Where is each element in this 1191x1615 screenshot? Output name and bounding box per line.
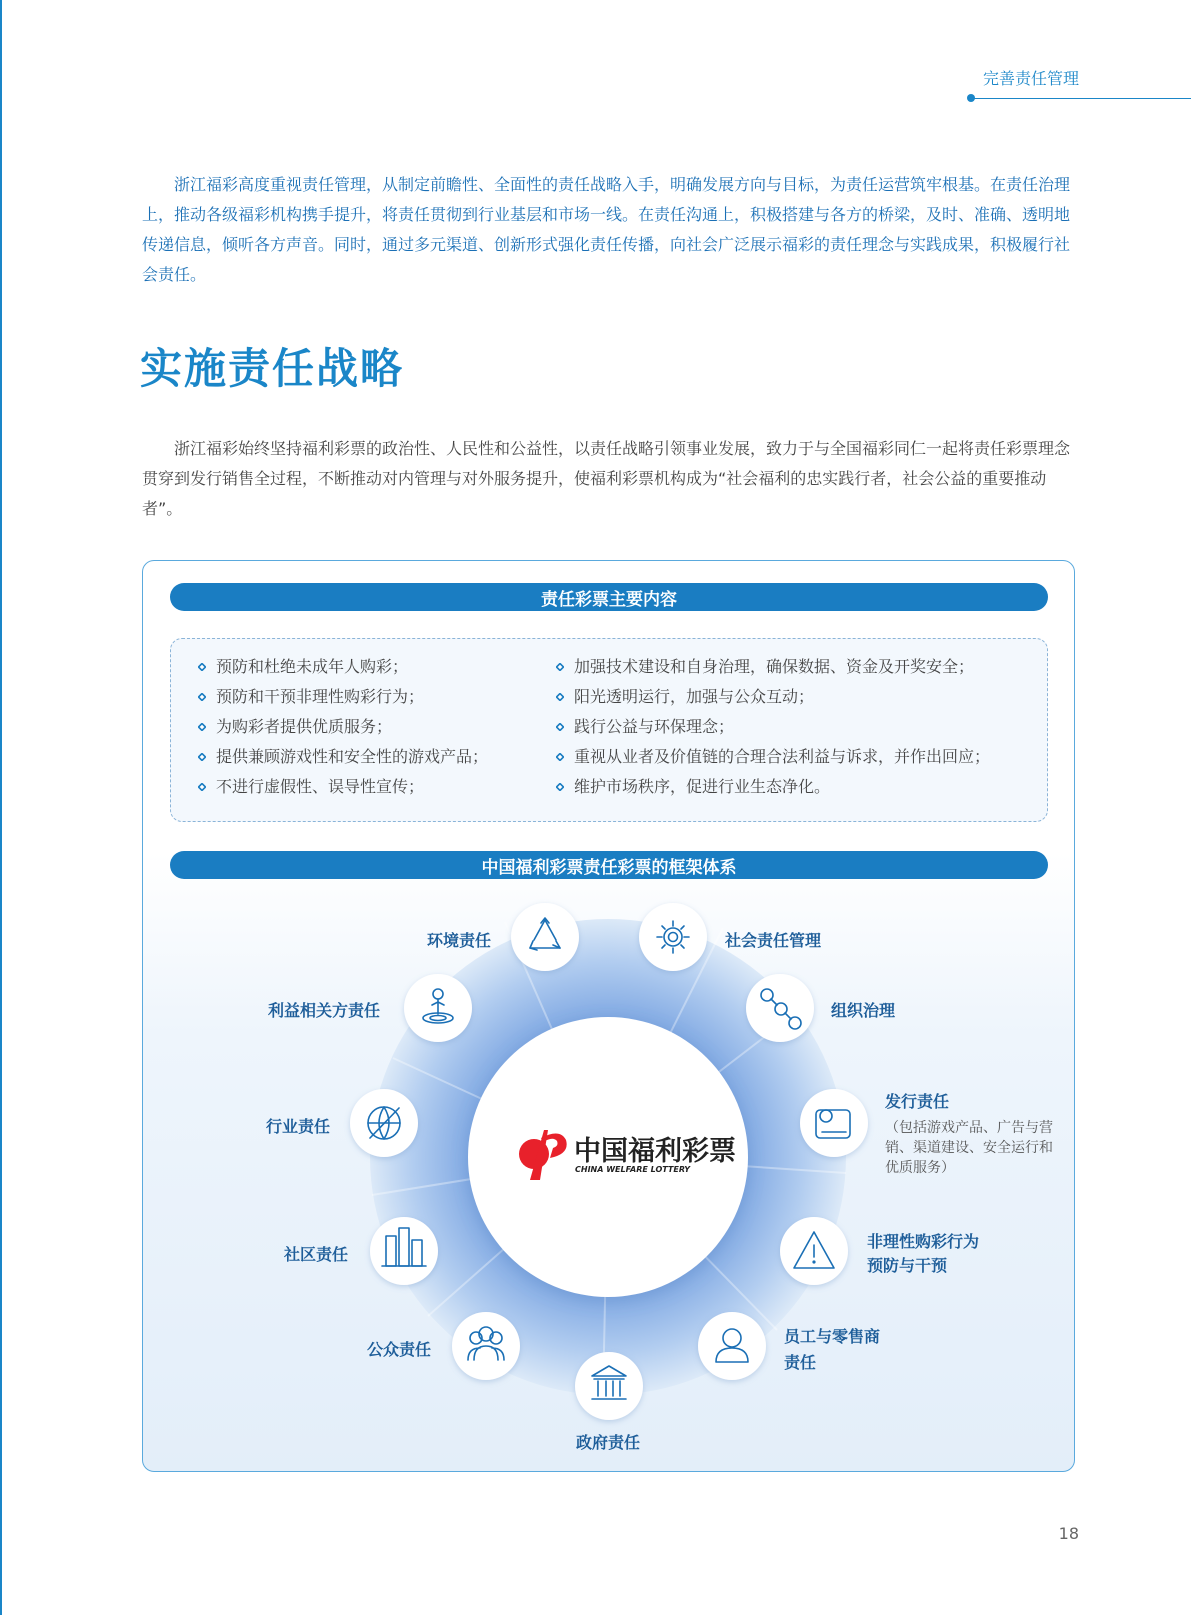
intro-paragraph: 浙江福彩高度重视责任管理，从制定前瞻性、全面性的责任战略入手，明确发展方向与目标，为责任运营筑牢根基。在责任治理上，推动各级福彩机构携手提升，将责任贯彻到行业基层和市场一线。在责任沟通上，积极搭建与各方的桥梁，及时、准确、透明地传递信息，倾听各方声音。同时，通过多元渠道、创新形式强化责任传播，向社会广泛展示福彩的责任理念与实践成果，积极履行社会责任。 [142, 175, 1071, 284]
list-item-text: 提供兼顾游戏性和安全性的游戏产品； [216, 747, 489, 766]
label-environment: 环境责任 [427, 931, 492, 950]
label-irrational-2: 预防与干预 [867, 1256, 948, 1275]
label-community: 社区责任 [284, 1245, 349, 1264]
list-item-text: 不进行虚假性、误导性宣传； [216, 777, 425, 796]
framework-title: 中国福利彩票责任彩票的框架体系 [170, 851, 1048, 879]
section-title: 实施责任战略 [140, 344, 405, 393]
node-government [575, 1352, 643, 1420]
list-item-text: 预防和杜绝未成年人购彩； [216, 657, 409, 676]
body-paragraph: 浙江福彩始终坚持福利彩票的政治性、人民性和公益性，以责任战略引领事业发展，致力于与全国福彩同仁一起将责任彩票理念贯穿到发行销售全过程，不断推动对内管理与对外服务提升，使福利彩票机构成为“社会福利的忠实践行者，社会公益的重要推动者”。 [142, 439, 1071, 518]
label-issuance-detail: （包括游戏产品、广告与营销、渠道建设、安全运行和优质服务） [885, 1120, 1053, 1176]
list-item-text: 预防和干预非理性购彩行为； [216, 687, 425, 706]
page-number: 18 [1058, 1524, 1079, 1543]
node-issuance [800, 1089, 868, 1157]
label-public: 公众责任 [367, 1340, 432, 1359]
label-irrational-1: 非理性购彩行为 [867, 1232, 980, 1251]
list-item-text: 阳光透明运行，加强与公众互动； [574, 687, 815, 706]
logo-text: 中国福利彩票 [574, 1136, 736, 1167]
list-item-text: 加强技术建设和自身治理，确保数据、资金及开奖安全； [574, 657, 975, 676]
list-item-text: 维护市场秩序，促进行业生态净化。 [574, 777, 831, 796]
logo-subtext: CHINA WELFARE LOTTERY [575, 1165, 691, 1174]
label-governance: 组织治理 [831, 1001, 896, 1020]
label-social-mgmt: 社会责任管理 [725, 931, 822, 950]
label-staff-2: 责任 [784, 1353, 817, 1372]
list-item-text: 践行公益与环保理念； [574, 717, 735, 736]
node-staff [698, 1312, 766, 1380]
section-label: 完善责任管理 [982, 69, 1079, 88]
label-government: 政府责任 [576, 1433, 641, 1452]
label-staff-1: 员工与零售商 [784, 1327, 881, 1346]
list-item-text: 重视从业者及价值链的合理合法利益与诉求，并作出回应； [574, 747, 991, 766]
label-industry: 行业责任 [266, 1117, 331, 1136]
content-box-title: 责任彩票主要内容 [170, 583, 1048, 611]
list-item-text: 为购彩者提供优质服务； [216, 717, 393, 736]
label-issuance: 发行责任 [885, 1092, 950, 1111]
label-stakeholder: 利益相关方责任 [268, 1001, 381, 1020]
node-environment [511, 903, 579, 971]
node-social-mgmt [639, 903, 707, 971]
node-governance [746, 974, 814, 1042]
